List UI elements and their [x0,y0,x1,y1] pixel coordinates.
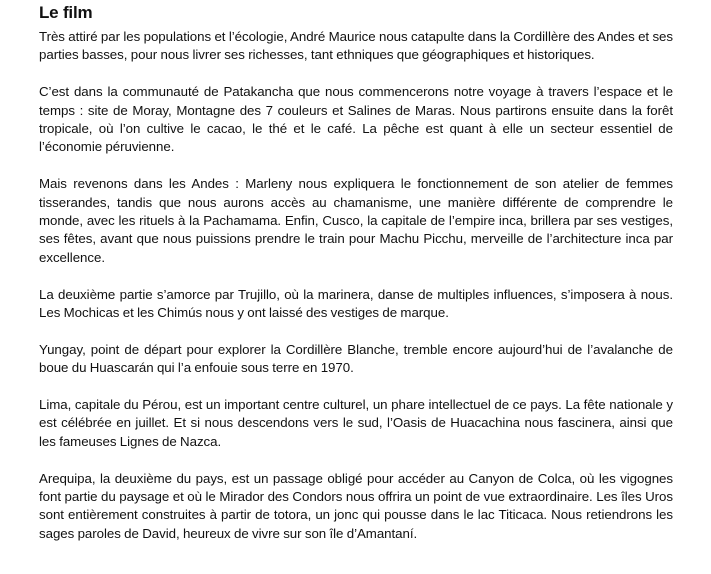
paragraph-lima: Lima, capitale du Pérou, est un important centre culturel, un phare intellectuel de ce pays. La fête nationale y est célébrée en juillet. Et si nous descendons vers le sud, l’Oasis de Huacachina nous fascinera, ainsi que les fameuses Lignes de Nazca. [39,397,673,449]
paragraph-yungay: Yungay, point de départ pour explorer la Cordillère Blanche, tremble encore aujourd’hui de l’avalanche de boue du Huascarán qui l’a enfouie sous terre en 1970. [39,341,673,376]
paragraph-andes: Mais revenons dans les Andes : Marleny nous expliquera le fonctionnement de son atelier de femmes tisserandes, tandis que nous aurons accès au chamanisme, une manière différente de comprendre le monde, avec les rituels à la Pachamama. Enfin, Cusco, la capitale de l’empire inca, brillera par ses vestiges, ses fêtes, avant que nous puissions prendre le train pour Machu Picchu, merveille de l’architecture inca par excellence. [39,176,673,265]
paragraph-intro: Très attiré par les populations et l’écologie, André Maurice nous catapulte dans la Cordillère des Andes et ses parties basses, pour nous livrer ses richesses, tant ethniques que géographiques et historiques. [39,29,673,63]
page-title: Le film [39,3,93,22]
paragraph-trujillo: La deuxième partie s’amorce par Trujillo, où la marinera, danse de multiples influences, s’imposera à nous. Les Mochicas et les Chimús nous y ont laissé des vestiges de marque. [39,286,673,321]
document-page [39,0,673,543]
paragraph-patakancha: C’est dans la communauté de Patakancha que nous commencerons notre voyage à travers l’espace et le temps : site de Moray, Montagne des 7 couleurs et Salines de Maras. Nous partirons ensuite dans la forêt tropicale, où l’on cultive le cacao, le thé et le café. La pêche est quant à elle un secteur essentiel de l’économie péruvienne. [39,84,673,155]
paragraph-arequipa: Arequipa, la deuxième du pays, est un passage obligé pour accéder au Canyon de Colca, où les vigognes font partie du paysage et où le Mirador des Condors nous offrira un point de vue extraordinaire. Les îles Uros sont entièrement construites à partir de totora, un jonc qui pousse dans le lac Titicaca. Nous retiendrons les sages paroles de David, heureux de vivre sur son île d’Amantaní. [39,470,673,541]
